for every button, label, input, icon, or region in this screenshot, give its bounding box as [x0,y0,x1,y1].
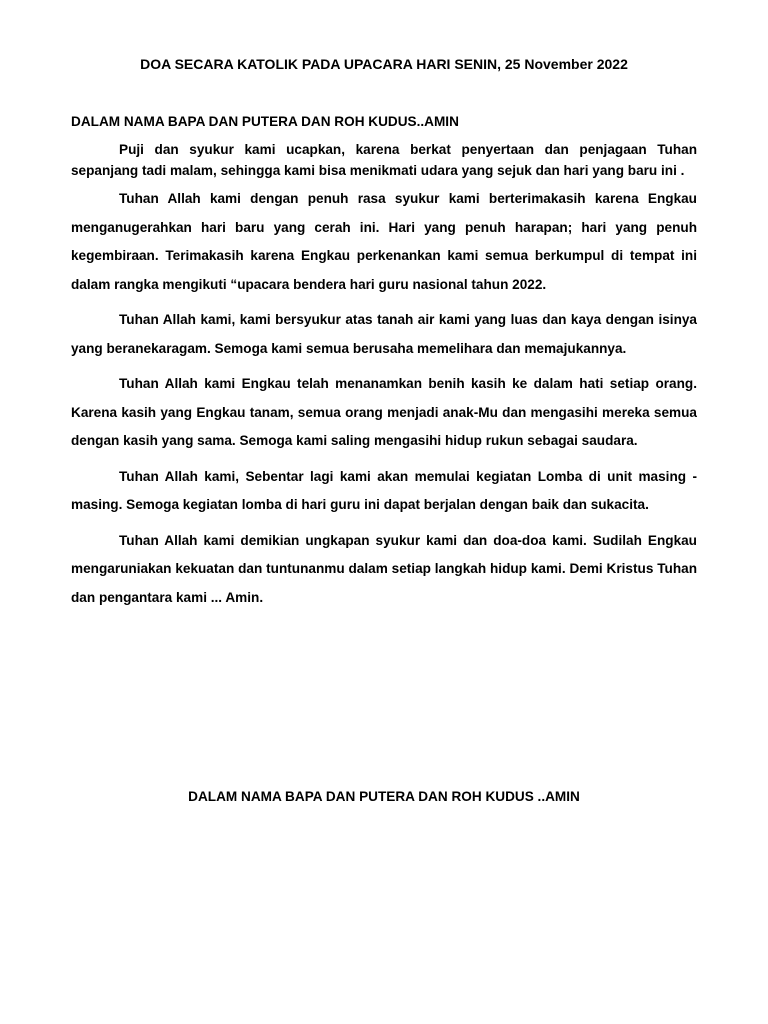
paragraph-homeland: Tuhan Allah kami, kami bersyukur atas tanah air kami yang luas dan kaya dengan isinya yang beranekaragam. Semoga kami semua berusaha memelihara dan memajukannya. [71,312,697,356]
paragraph-thanksgiving: Puji dan syukur kami ucapkan, karena berkat penyertaan dan penjagaan Tuhan sepanjang tadi malam, sehingga kami bisa menikmati udara yang sejuk dan hari yang baru ini . [71,142,697,178]
paragraph-love: Tuhan Allah kami Engkau telah menanamkan benih kasih ke dalam hati setiap orang. Karena kasih yang Engkau tanam, semua orang menjadi anak-Mu dan mengasihi mereka semua dengan kasih yang sama. Semoga kami saling mengasihi hidup rukun sebagai saudara. [71,376,697,448]
paragraph-new-day: Tuhan Allah kami dengan penuh rasa syukur kami berterimakasih karena Engkau menganugerahkan hari baru yang cerah ini. Hari yang penuh harapan; hari yang penuh kegembiraan. Terimakasih karena Engkau perkenankan kami semua berkumpul di tempat ini dalam rangka mengikuti “upacara bendera hari guru nasional tahun 2022. [71,191,697,292]
prayer-body [71,112,697,612]
document-title: DOA SECARA KATOLIK PADA UPACARA HARI SENIN, 25 November 2022 [140,56,628,72]
paragraph-competition: Tuhan Allah kami, Sebentar lagi kami akan memulai kegiatan Lomba di unit masing - masing. Semoga kegiatan lomba di hari guru ini dapat berjalan dengan baik dan sukacita. [71,468,697,512]
paragraph-closing-prayer: Tuhan Allah kami demikian ungkapan syukur kami dan doa-doa kami. Sudilah Engkau mengaruniakan kekuatan dan tuntunanmu dalam setiap langkah hidup kami. Demi Kristus Tuhan dan pengantara kami ... Amin. [71,532,697,605]
closing-invocation: DALAM NAMA BAPA DAN PUTERA DAN ROH KUDUS ..AMIN [188,789,580,804]
opening-invocation: DALAM NAMA BAPA DAN PUTERA DAN ROH KUDUS..AMIN [71,114,459,129]
